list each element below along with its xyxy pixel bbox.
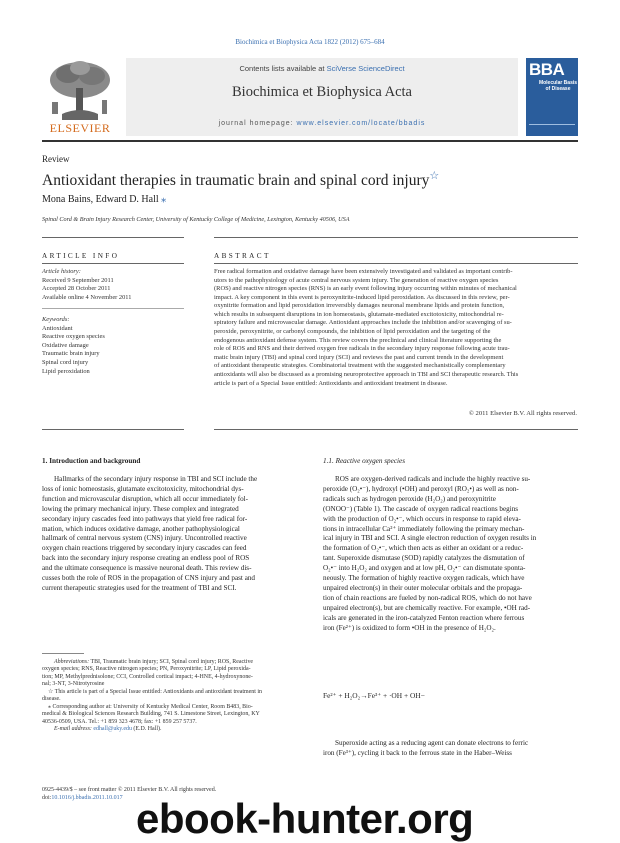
- authors: [42, 194, 166, 205]
- body-line: tion of chain reactions are fueled by non-radical ROS, which do not have: [323, 593, 532, 602]
- copyright: © 2011 Elsevier B.V. All rights reserved.: [468, 410, 577, 417]
- doi-link[interactable]: 10.1016/j.bbadis.2011.10.017: [51, 795, 123, 801]
- article-title: [42, 169, 439, 190]
- doi-prefix: doi:: [42, 795, 52, 801]
- abstract-line: impact. A key component in this event is peroxynitrite-induced lipid peroxidation. As discussed in this review, per-: [214, 293, 510, 301]
- section-heading-introduction: 1. Introduction and background: [42, 457, 141, 465]
- cover-subtitle: Molecular Basis of Disease: [538, 80, 578, 92]
- ros-body-continued: [323, 739, 578, 759]
- body-line: iron (Fe²⁺) is oxidized to form •OH in the presence of H₂O₂.: [323, 623, 496, 632]
- info-top-rule: [42, 237, 184, 238]
- corresponding-author-mark[interactable]: ⁎: [161, 194, 167, 205]
- body-line: secondary injury cascades feed into pathways that yield free radical for-: [42, 514, 248, 523]
- section-heading-ros: 1.1. Reactive oxygen species: [323, 457, 406, 465]
- body-line: ROS are oxygen-derived radicals and include the highly reactive su-: [335, 475, 531, 483]
- footnote-line: ⁎ Corresponding author at: University of Kentucky Medical Center, Room B483, Bio-: [48, 703, 253, 710]
- homepage-link[interactable]: www.elsevier.com/locate/bbadis: [296, 120, 426, 127]
- body-line: with the production of O₂•⁻, which occurs in response to rapid eleva-: [323, 514, 521, 523]
- abstract-line: which results in subsequent disruptions in ion homeostasis, glutamate-mediated excitotoxicity, mitochondrial re-: [214, 310, 504, 318]
- footnote-line: 40536-0509, USA. Tel.: +1 859 323 4678; fax: +1 859 257 5737.: [42, 718, 197, 725]
- keyword-item: Reactive oxygen species: [42, 333, 105, 341]
- body-line: tions in intracellular Ca²⁺ immediately following the primary mechan-: [323, 524, 525, 533]
- cover-divider: [529, 124, 575, 125]
- article-info-heading: ARTICLE INFO: [42, 252, 120, 260]
- body-line: tant. Superoxide dismutase (SOD) rapidly catalyzes the dismutation of: [323, 554, 525, 563]
- abstract-line: of antioxidant therapeutic strategies. Combinatorial treatment with the suggested mechanistically complementary: [214, 362, 506, 370]
- body-line: cusses both the role of ROS in the propagation of CNS injury and past and: [42, 574, 255, 583]
- email-suffix: (E.D. Hall).: [131, 726, 162, 733]
- body-line: loss of ionic homeostasis, glutamate excitotoxicity, mitochondrial dys-: [42, 484, 244, 493]
- footnotes: [42, 659, 308, 734]
- body-line: Superoxide acting as a reducing agent can donate electrons to ferric: [335, 739, 529, 747]
- body-line: Hallmarks of the secondary injury response in TBI and SCI include the: [54, 475, 258, 483]
- body-line: back into the secondary injury response creating an endless pool of ROS: [42, 554, 250, 563]
- abstract-line: article is part of a Special Issue entitled: Antioxidants and antioxidant treatment in disease.: [214, 379, 448, 387]
- masthead-divider: [42, 140, 578, 142]
- abstract-line: oxynitrite formation and lipid peroxidation irreversibly damages neuronal membrane lipids and protein function,: [214, 302, 505, 310]
- fenton-equation: Fe²⁺ + H₂O₂→Fe³⁺ + ·OH + OH−: [323, 691, 425, 700]
- journal-cover: [526, 58, 578, 136]
- email-link[interactable]: edhall@uky.edu: [93, 726, 132, 733]
- info-mid-rule: [42, 308, 184, 309]
- ros-body: [323, 475, 578, 634]
- article-title-text: Antioxidant therapies in traumatic brain and spinal cord injury: [42, 172, 430, 190]
- history-received: Received 9 September 2011: [42, 276, 114, 284]
- keyword-item: Oxidative damage: [42, 341, 89, 349]
- body-line: the formation of O₂•⁻, which then acts as either an oxidant or a reduc-: [323, 544, 524, 553]
- body-line: function and microvascular disruption, which all occur immediately fol-: [42, 494, 249, 503]
- abbreviations-label: Abbreviations:: [54, 659, 90, 665]
- homepage-line: [126, 120, 518, 127]
- article-history: [42, 268, 184, 302]
- article-type: Review: [42, 154, 70, 164]
- publisher-logo: [42, 58, 118, 136]
- author-names: Mona Bains, Edward D. Hall: [42, 194, 159, 205]
- abstract-heading: ABSTRACT: [214, 252, 271, 260]
- keywords: [42, 316, 184, 376]
- footnote-line: TBI, Traumatic brain injury; SCI, Spinal cord injury; ROS, Reactive: [89, 659, 254, 665]
- body-line: (ONOO⁻) (Table 1). The cascade of oxygen radical reactions begins: [323, 504, 519, 513]
- title-footnote-mark[interactable]: ☆: [429, 170, 440, 182]
- footnote-line: nal; 3-NT, 3-Nitrotyrosine: [42, 681, 105, 688]
- publisher-name: ELSEVIER: [49, 121, 111, 135]
- keyword-item: Lipid peroxidation: [42, 367, 90, 375]
- sciencedirect-link[interactable]: SciVerse ScienceDirect: [326, 64, 405, 73]
- abstract-text: [214, 268, 577, 388]
- issn-line: 0925-4439/$ – see front matter © 2011 Elsevier B.V. All rights reserved.: [42, 787, 217, 793]
- email-footnote: [42, 726, 308, 733]
- body-line: ical injury in TBI and SCI. A single electron reduction of oxygen results in: [323, 534, 537, 543]
- abstract-line: antioxidants will also be discussed as a promising neuroprotective approach in TBI and SCI therapeutic research. This: [214, 370, 519, 378]
- body-line: and the ultimate consequence is massive neuronal death. This review dis-: [42, 564, 252, 573]
- history-accepted: Accepted 28 October 2011: [42, 285, 111, 293]
- homepage-prefix: journal homepage:: [218, 120, 297, 127]
- email-label: E-mail address:: [54, 726, 92, 733]
- abstract-top-rule: [214, 237, 578, 238]
- body-line: radicals such as hydrogen peroxide (H₂O₂) and peroxynitrite: [323, 494, 496, 503]
- body-line: O₂•⁻ into H₂O₂ and oxygen and at low pH, O₂•⁻ can dismutate sponta-: [323, 564, 526, 573]
- keyword-item: Spinal cord injury: [42, 358, 89, 366]
- contents-line: [126, 64, 518, 73]
- body-line: oxygen chain reactions triggered by secondary injury cascades can feed: [42, 544, 247, 553]
- info-head-rule: [42, 263, 184, 264]
- history-label: Article history:: [42, 268, 81, 275]
- journal-header: [126, 58, 518, 136]
- affiliation: Spinal Cord & Brain Injury Research Center, University of Kentucky College of Medicine, Lexington, Kentucky 40506, USA: [42, 216, 350, 223]
- elsevier-tree-icon: [42, 58, 118, 122]
- abstract-line: matic brain injury (TBI) and spinal cord injury (SCI) and reviews the past and current trends in the development: [214, 353, 504, 361]
- abstract-line: (ROS) and reactive nitrogen species (RNS) is an early event following injury occurring within minutes of mechanical: [214, 285, 517, 293]
- body-line: hallmark of central nervous system (CNS) injury. Uncontrolled reactive: [42, 534, 247, 543]
- body-line: peroxide (O₂•⁻), hydroxyl (•OH) and peroxyl (RO₂•) as well as non-: [323, 484, 519, 493]
- introduction-body: [42, 475, 308, 594]
- history-online: Available online 4 November 2011: [42, 293, 132, 301]
- masthead: [42, 58, 578, 136]
- contents-prefix: Contents lists available at: [239, 64, 327, 73]
- abbreviations-footnote: [42, 659, 308, 666]
- body-line: lowing the primary mechanical injury. These complex and integrated: [42, 504, 239, 513]
- footnote-line: ☆ This article is part of a Special Issue entitled: Antioxidants and antioxidant treatment in: [48, 688, 262, 695]
- body-line: icals are generated in the iron-catalyzed Fenton reaction where ferrous: [323, 613, 525, 622]
- abstract-line: role of ROS and RNS and their derived oxygen free radicals in the secondary injury response following acute trau-: [214, 345, 510, 353]
- footnote-line: medical & Biological Sciences Research Building, 741 S. Limestone Street, Lexington, KY: [42, 711, 260, 718]
- journal-reference[interactable]: Biochimica et Biophysica Acta 1822 (2012) 675–684: [235, 38, 385, 46]
- keyword-item: Traumatic brain injury: [42, 350, 100, 358]
- abstract-line: peroxide, peroxynitrite, or carbonyl compounds, the inhibition of lipid peroxidation and the targeting of the: [214, 328, 491, 336]
- keywords-label: Keywords:: [42, 316, 70, 323]
- abstract-head-rule: [214, 263, 578, 264]
- body-line: neously. The formation of highly reactive oxygen radicals, which have: [323, 574, 525, 583]
- body-line: unpaired electron(s) in their outer molecular orbitals and the propaga-: [323, 583, 523, 592]
- abstract-line: endogenous antioxidant defense system. This review covers the preclinical and clinical literature supporting the: [214, 336, 502, 344]
- body-line: current therapeutic strategies used for the treatment of TBI and SCI.: [42, 583, 237, 592]
- body-line: mation, which induces oxidative damage, another pathophysiological: [42, 524, 240, 533]
- footnote-line: tion; MP, Methylprednisolone; CCI, Controlled cortical impact; 4-HNE, 4-hydroxynone-: [42, 673, 253, 680]
- info-bottom-rule: [42, 429, 184, 430]
- abstract-line: spiratory failure and microvascular damage. Antioxidant approaches include the inhibition and/or scavenging of su-: [214, 319, 512, 327]
- journal-title: Biochimica et Biophysica Acta: [232, 84, 412, 100]
- cover-title: BBA: [529, 60, 565, 79]
- abstract-line: utors to the pathophysiology of acute central nervous system injury. The generation of reactive oxygen species: [214, 276, 499, 284]
- footnote-line: disease.: [42, 696, 61, 703]
- watermark: ebook-hunter.org: [136, 795, 474, 842]
- abstract-line: Free radical formation and oxidative damage have been extensively investigated and validated as important contrib-: [214, 268, 513, 275]
- footnote-rule: [42, 653, 84, 654]
- body-line: unpaired electron(s), but are chemically reactive. For example, •OH rad-: [323, 603, 531, 612]
- body-line: iron (Fe³⁺), cycling it back to the ferrous state in the Haber–Weiss: [323, 748, 512, 757]
- abstract-bottom-rule: [214, 429, 578, 430]
- keyword-item: Antioxidant: [42, 324, 73, 332]
- footnote-line: oxygen species; RNS, Reactive nitrogen species; PN, Peroxynitrite; LP, Lipid peroxida-: [42, 666, 251, 673]
